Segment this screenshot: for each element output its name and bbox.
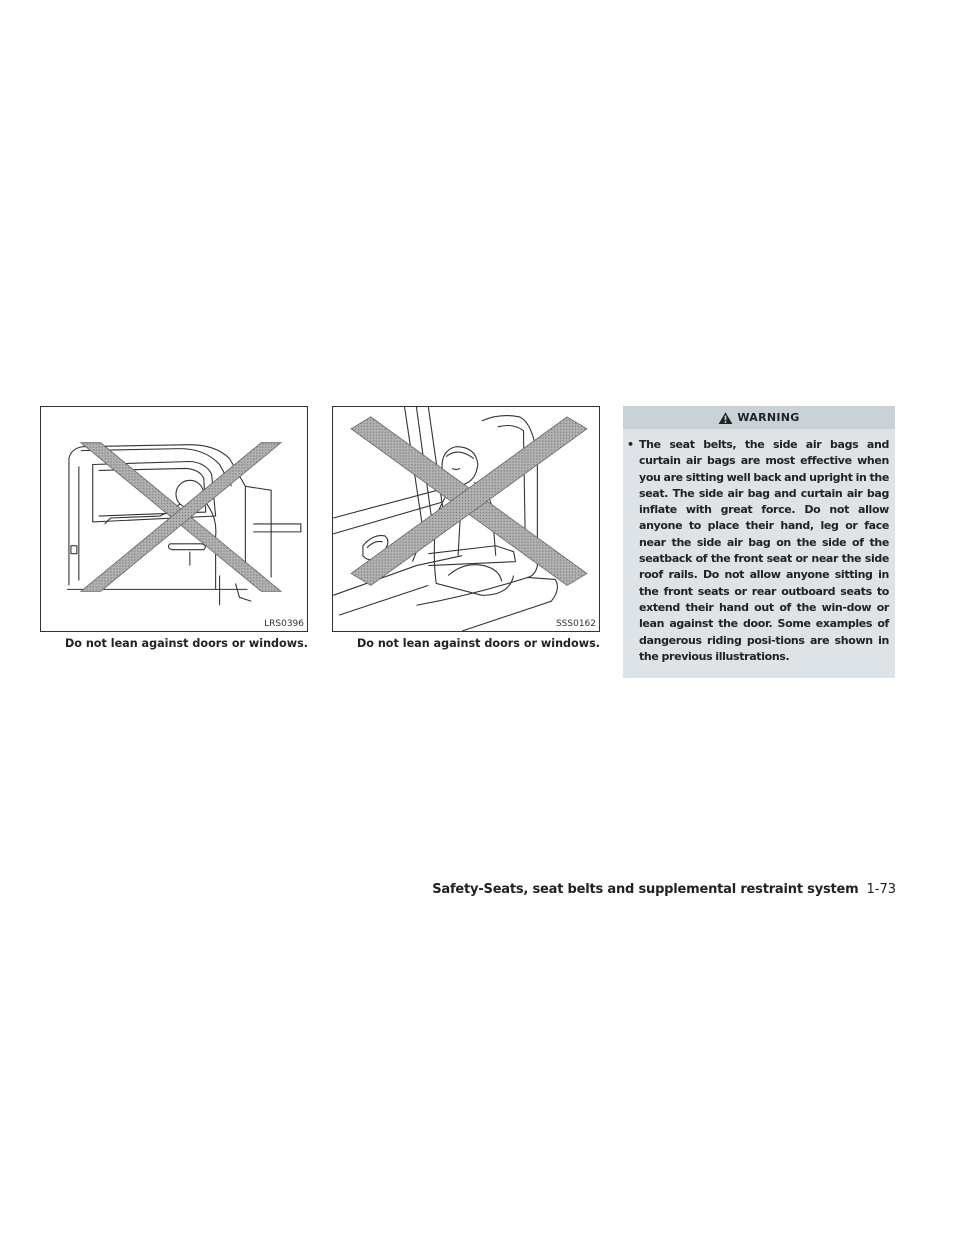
figure-seated-child	[332, 406, 600, 632]
figure-caption: Do not lean against doors or windows.	[64, 637, 308, 650]
prohibited-x-mark	[351, 417, 587, 585]
bullet-point: •	[627, 438, 635, 451]
figure-caption: Do not lean against doors or windows.	[356, 637, 600, 650]
illustration-leaning-out-window	[41, 407, 307, 631]
figure-truck-window	[40, 406, 308, 632]
figure-code: LRS0396	[264, 619, 304, 629]
prohibited-x-mark	[81, 443, 281, 592]
warning-triangle-icon	[718, 411, 733, 425]
section-title: Safety-Seats, seat belts and supplemental restraint system	[432, 882, 859, 897]
warning-title: WARNING	[737, 411, 800, 424]
warning-header	[623, 406, 895, 429]
page-number: 1-73	[866, 882, 896, 897]
page-footer	[432, 882, 896, 897]
warning-box	[623, 406, 895, 678]
warning-text: The seat belts, the side air bags and curtain air bags are most effective when you are sitting well back and upright in the seat. The side air bag and curtain air bag inflate with great force. Do not allow anyone to place their hand, leg or face near the side air bag on the side of the seatback of the front seat or near the side roof rails. Do not allow anyone sitting in the front seats or rear outboard seats to extend their hand out of the win-dow or lean against the door. Some examples of dangerous riding posi-tions are shown in the previous illustrations.	[639, 438, 889, 663]
figure-code: SSS0162	[555, 619, 596, 629]
warning-item	[623, 429, 895, 665]
illustration-leaning-on-door	[333, 407, 599, 631]
